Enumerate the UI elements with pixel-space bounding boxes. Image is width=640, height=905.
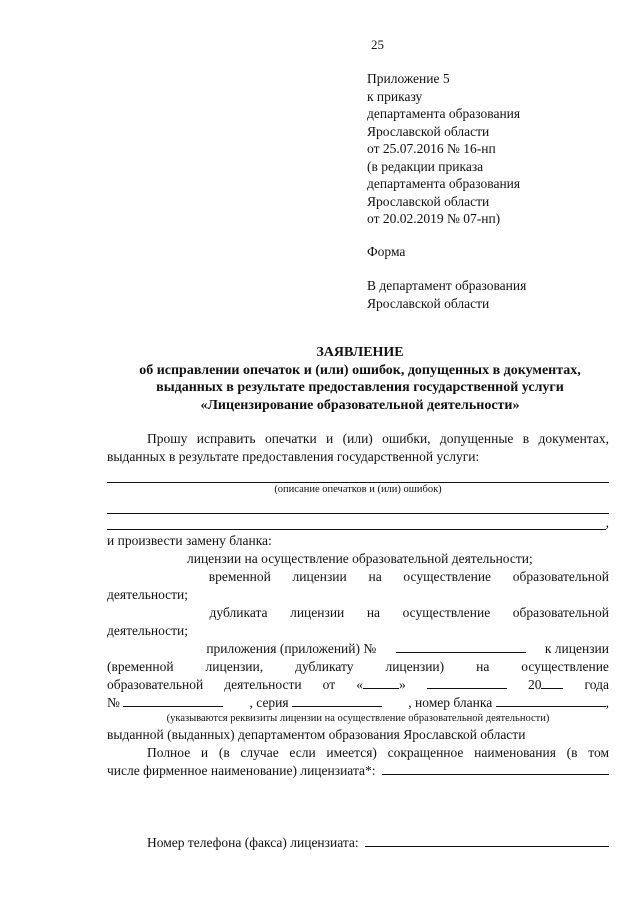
license-number-field[interactable] — [123, 694, 223, 707]
errors-field-3[interactable] — [107, 514, 606, 530]
addressee-line: Ярославской области — [367, 295, 490, 311]
series-field[interactable] — [292, 694, 382, 707]
checkbox-icon[interactable] — [107, 604, 187, 622]
word: образовательной — [512, 569, 609, 584]
option-license-label: лицензии на осуществление образовательной деятельности; — [187, 551, 533, 566]
option-duplicate-tail: деятельности; — [107, 623, 189, 638]
word: осуществление — [402, 605, 491, 620]
word: образовательной — [512, 605, 609, 620]
blank-number-field[interactable] — [496, 694, 606, 707]
appendix-header — [367, 70, 627, 228]
word: лицензии) — [385, 659, 445, 674]
appendix-line: Ярославской области — [367, 193, 490, 209]
option-license — [107, 550, 609, 568]
licensee-name-field[interactable] — [382, 762, 609, 775]
errors-field-1[interactable] — [107, 466, 609, 483]
form-label: Форма — [367, 244, 406, 259]
addressee-line: В департамент образования — [367, 278, 527, 293]
date-month-field[interactable] — [427, 676, 507, 689]
appendix-line: Приложение 5 — [367, 71, 450, 86]
errors-field-2[interactable] — [107, 497, 609, 514]
errors-field-3-row — [107, 514, 609, 532]
phone-field[interactable] — [365, 834, 609, 847]
date-year-field[interactable] — [541, 676, 563, 689]
phone-label: Номер телефона (факса) лицензиата: — [147, 835, 359, 850]
request-line-2: выданных в результате предоставления государственной услуги: — [107, 449, 480, 464]
license-caption: (указываются реквизиты лицензии на осуществление образовательной деятельности) — [166, 713, 550, 724]
word: лицензии — [290, 605, 345, 620]
page-number: 25 — [371, 37, 384, 52]
title-heading: ЗАЯВЛЕНИЕ — [316, 345, 404, 360]
option-appendix — [107, 640, 609, 658]
appendix-line: (в редакции приказа — [367, 158, 484, 174]
blank-number-group: , номер бланка , — [408, 695, 609, 710]
appendix-line: от 25.07.2016 № 16-нп — [367, 141, 496, 156]
appendix-line: к приказу — [367, 88, 423, 104]
appendix-line: департамента образования — [367, 176, 521, 191]
document-title — [80, 344, 640, 414]
request-line-1: Прошу исправить опечатки и (или) ошибки, допущенные в документах, — [147, 431, 609, 446]
word: дубликата — [209, 605, 268, 620]
word: образовательной — [107, 677, 204, 692]
word: временной — [208, 569, 271, 584]
addressee — [367, 277, 627, 312]
license-number-group: № — [107, 694, 223, 712]
word: лицензии — [292, 569, 347, 584]
word: на — [368, 569, 382, 584]
option-appendix-label: приложения (приложений) № — [206, 641, 377, 656]
word: года — [584, 677, 609, 692]
fullname-line-2: числе фирменное наименование) лицензиата*: — [107, 762, 609, 780]
date-year-group: 20 — [528, 676, 564, 694]
word: дубликату — [295, 659, 354, 674]
option-temporary — [107, 568, 609, 586]
phone-row — [107, 834, 609, 852]
title-line: об исправлении опечаток и (или) ошибок, допущенных в документах, — [139, 362, 581, 378]
appendix-number-field[interactable] — [396, 640, 526, 653]
date-day-group: « » — [356, 677, 406, 692]
word: деятельности — [224, 677, 302, 692]
title-line: «Лицензирование образовательной деятельности» — [200, 397, 520, 413]
series-group: , серия — [250, 694, 382, 712]
word: (временной — [107, 659, 174, 674]
fullname-line-1: Полное и (в случае если имеется) сокращенное наименования (в том — [147, 745, 609, 760]
errors-caption: (описание опечатков и (или) ошибок) — [274, 484, 442, 495]
option-duplicate — [107, 604, 609, 622]
application-body — [107, 430, 609, 852]
option-appendix-line-3 — [107, 676, 609, 694]
issued-by: выданной (выданных) департаментом образования Ярославской области — [107, 727, 526, 742]
appendix-line: от 20.02.2019 № 07-нп) — [367, 211, 501, 226]
option-appendix-end: к лицензии — [544, 641, 609, 656]
replace-intro: и произвести замену бланка: — [107, 533, 272, 548]
word: на — [476, 659, 490, 674]
comma: , — [605, 515, 609, 530]
word: от — [322, 677, 336, 692]
title-line: выданных в результате предоставления государственной услуги — [156, 380, 564, 395]
date-day-field[interactable] — [363, 676, 399, 689]
appendix-line: департамента образования — [367, 106, 521, 121]
checkbox-icon[interactable] — [107, 568, 187, 586]
word: осуществление — [403, 569, 492, 584]
option-temporary-tail: деятельности; — [107, 587, 189, 602]
license-details-row — [107, 694, 609, 712]
option-appendix-line-2 — [107, 658, 609, 676]
word: осуществление — [521, 659, 609, 674]
checkbox-icon[interactable] — [107, 640, 187, 658]
appendix-line: Ярославской области — [367, 123, 490, 139]
word: лицензии, — [205, 659, 264, 674]
word: на — [366, 605, 381, 620]
